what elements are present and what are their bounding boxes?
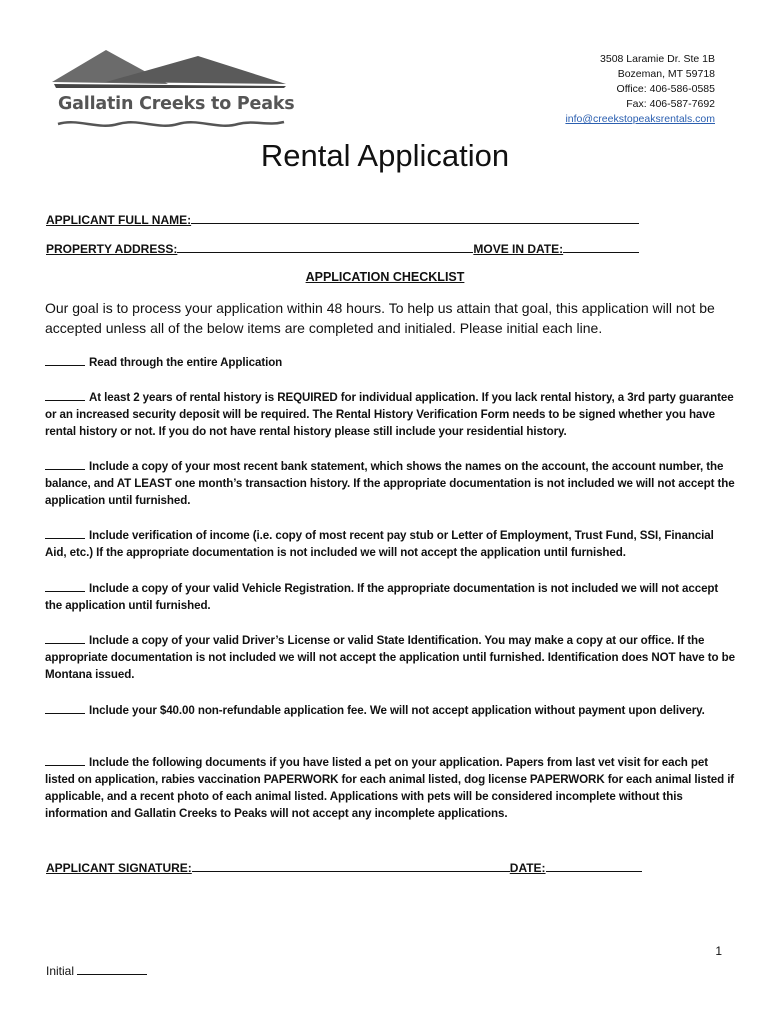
signature-label: APPLICANT SIGNATURE: (46, 861, 192, 875)
initial-blank[interactable] (45, 702, 85, 714)
fax-number: Fax: 406-587-7692 (626, 98, 715, 110)
mountain-logo-icon (48, 44, 292, 136)
page-number: 1 (715, 944, 722, 958)
signature-line[interactable] (192, 859, 510, 872)
property-address-field[interactable] (46, 240, 639, 256)
initial-blank[interactable] (45, 527, 85, 539)
checklist-item: Include a copy of your most recent bank statement, which shows the names on the account, the account number, the balance, and AT LEAST one month’s transaction history. If the appropriate documentation is not included we will not accept the application until furnished. (45, 460, 735, 507)
checklist-item: Read through the entire Application (45, 354, 735, 371)
applicant-name-label: APPLICANT FULL NAME: (46, 213, 192, 227)
company-name: Gallatin Creeks to Peaks (58, 94, 295, 114)
applicant-name-line[interactable] (191, 211, 639, 224)
email-link[interactable]: info@creekstopeaksrentals.com (565, 113, 715, 125)
page-title: Rental Application (260, 138, 510, 173)
initial-label: Initial (46, 964, 75, 978)
checklist-heading: APPLICATION CHECKLIST (305, 270, 465, 284)
company-address (565, 52, 715, 127)
checklist-item: Include the following documents if you have listed a pet on your application. Papers from last vet visit for each pet listed on application, rabies vaccination PAPERWORK for each animal listed, dog license PAPERWORK for each animal listed if applicable, and a recent photo of each animal listed. Applications with pets will be considered incomplete without this information and Gallatin Creeks to Peaks will not accept any incomplete applications. (45, 756, 735, 820)
initial-line[interactable] (77, 962, 147, 975)
move-in-date-label: MOVE IN DATE: (473, 242, 564, 256)
property-address-label: PROPERTY ADDRESS: (46, 242, 178, 256)
checklist-intro: Our goal is to process your application within 48 hours. To help us attain that goal, this application will not be accepted unless all of the below items are completed and initialed. Please initial each line. (45, 300, 715, 336)
move-in-date-line[interactable] (563, 240, 639, 253)
address-line-1: 3508 Laramie Dr. Ste 1B (600, 53, 715, 65)
signature-field[interactable] (46, 859, 642, 875)
applicant-name-field[interactable] (46, 211, 639, 227)
initial-blank[interactable] (45, 354, 85, 366)
initial-blank[interactable] (45, 458, 85, 470)
initial-field[interactable] (46, 962, 147, 978)
checklist-item: At least 2 years of rental history is REQUIRED for individual application. If you lack rental history, a 3rd party guarantee or an increased security deposit will be required. The Rental History Verification Form needs to be signed whether you have rental history or not. If you do not have rental history please still include your residential history. (45, 391, 734, 438)
checklist-item: Include a copy of your valid Driver’s License or valid State Identification. You may make a copy at our office. If the appropriate documentation is not included we will not accept the application until furnished. Identification does NOT have to be Montana issued. (45, 634, 735, 681)
property-address-line[interactable] (177, 240, 473, 253)
checklist-item: Include verification of income (i.e. copy of most recent pay stub or Letter of Employment, Trust Fund, SSI, Financial Aid, etc.) If the appropriate documentation is not included we will not accept the application until furnished. (45, 529, 714, 559)
checklist-item: Include your $40.00 non-refundable application fee. We will not accept application without payment upon delivery. (45, 702, 735, 719)
initial-blank[interactable] (45, 632, 85, 644)
company-logo (48, 44, 295, 136)
office-phone: Office: 406-586-0585 (616, 83, 715, 95)
address-line-2: Bozeman, MT 59718 (617, 68, 715, 80)
date-label: DATE: (509, 861, 546, 875)
checklist-item: Include a copy of your valid Vehicle Registration. If the appropriate documentation is not included we will not accept the application until furnished. (45, 582, 719, 612)
initial-blank[interactable] (45, 580, 85, 592)
initial-blank[interactable] (45, 389, 85, 401)
initial-blank[interactable] (45, 754, 85, 766)
date-line[interactable] (546, 859, 642, 872)
